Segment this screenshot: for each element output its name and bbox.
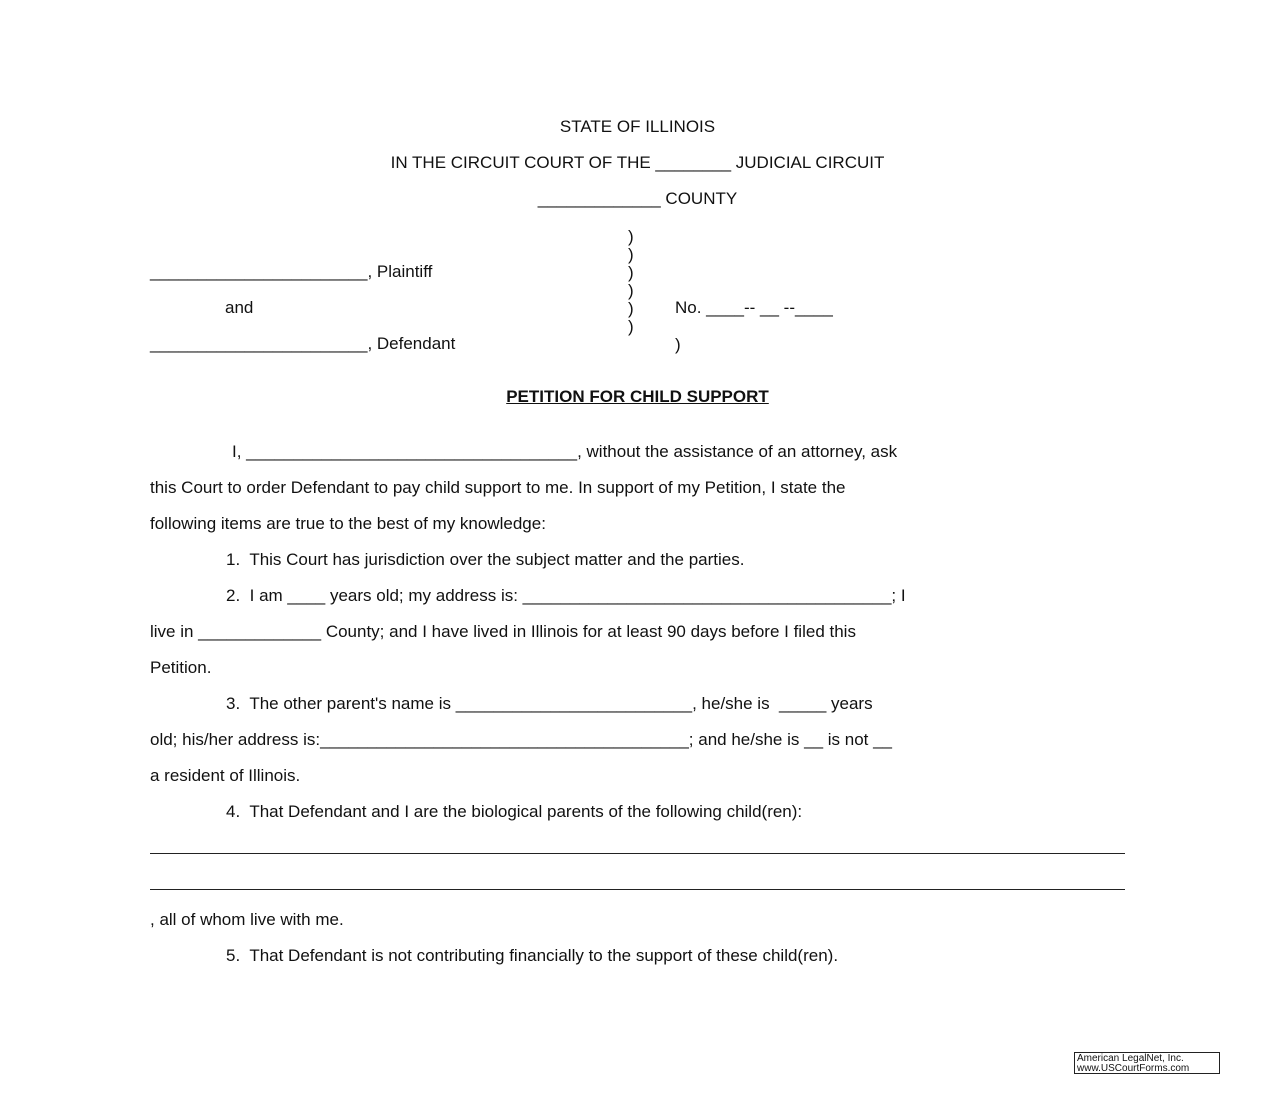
children-blank-line — [150, 853, 1125, 854]
caption-paren: ) — [628, 245, 634, 264]
case-number: No. ____-- __ --____ — [675, 298, 833, 317]
item-1: 1. This Court has jurisdiction over the subject matter and the parties. — [226, 550, 745, 569]
publisher-name: American LegalNet, Inc. — [1077, 1053, 1184, 1064]
publisher-url: www.USCourtForms.com — [1077, 1063, 1190, 1074]
caption-paren: ) — [628, 299, 634, 318]
intro-line: this Court to order Defendant to pay child support to me. In support of my Petition, I state the — [150, 478, 846, 497]
item-5: 5. That Defendant is not contributing financially to the support of these child(ren). — [226, 946, 839, 965]
court-heading: IN THE CIRCUIT COURT OF THE ________ JUDICIAL CIRCUIT — [390, 153, 885, 172]
item-2: 2. I am ____ years old; my address is: _______________________________________; I — [226, 586, 906, 605]
item-3-cont: a resident of Illinois. — [150, 766, 301, 785]
caption-paren: ) — [675, 335, 681, 354]
state-heading: STATE OF ILLINOIS — [559, 117, 716, 136]
intro-line: I, ___________________________________, without the assistance of an attorney, ask — [232, 442, 898, 461]
item-4: 4. That Defendant and I are the biological parents of the following child(ren): — [226, 802, 803, 821]
publisher-stamp — [1074, 1052, 1220, 1074]
item-3-cont: old; his/her address is:_______________________________________; and he/she is __ is not __ — [150, 730, 893, 749]
intro-line: following items are true to the best of my knowledge: — [150, 514, 546, 533]
item-2-cont: live in _____________ County; and I have lived in Illinois for at least 90 days before I filed this — [150, 622, 856, 641]
caption-paren: ) — [628, 263, 634, 282]
defendant-line: _______________________, Defendant — [150, 334, 456, 353]
caption-paren: ) — [628, 281, 634, 300]
caption-paren: ) — [628, 227, 634, 246]
item-4-cont: , all of whom live with me. — [150, 910, 344, 929]
and-label: and — [225, 298, 254, 317]
document-title: PETITION FOR CHILD SUPPORT — [506, 387, 769, 406]
item-2-cont: Petition. — [150, 658, 212, 677]
children-blank-line — [150, 889, 1125, 890]
plaintiff-line: _______________________, Plaintiff — [150, 262, 433, 281]
county-heading: _____________ COUNTY — [537, 189, 738, 208]
item-3: 3. The other parent's name is _________________________, he/she is _____ years — [226, 694, 873, 713]
caption-paren: ) — [628, 317, 634, 336]
